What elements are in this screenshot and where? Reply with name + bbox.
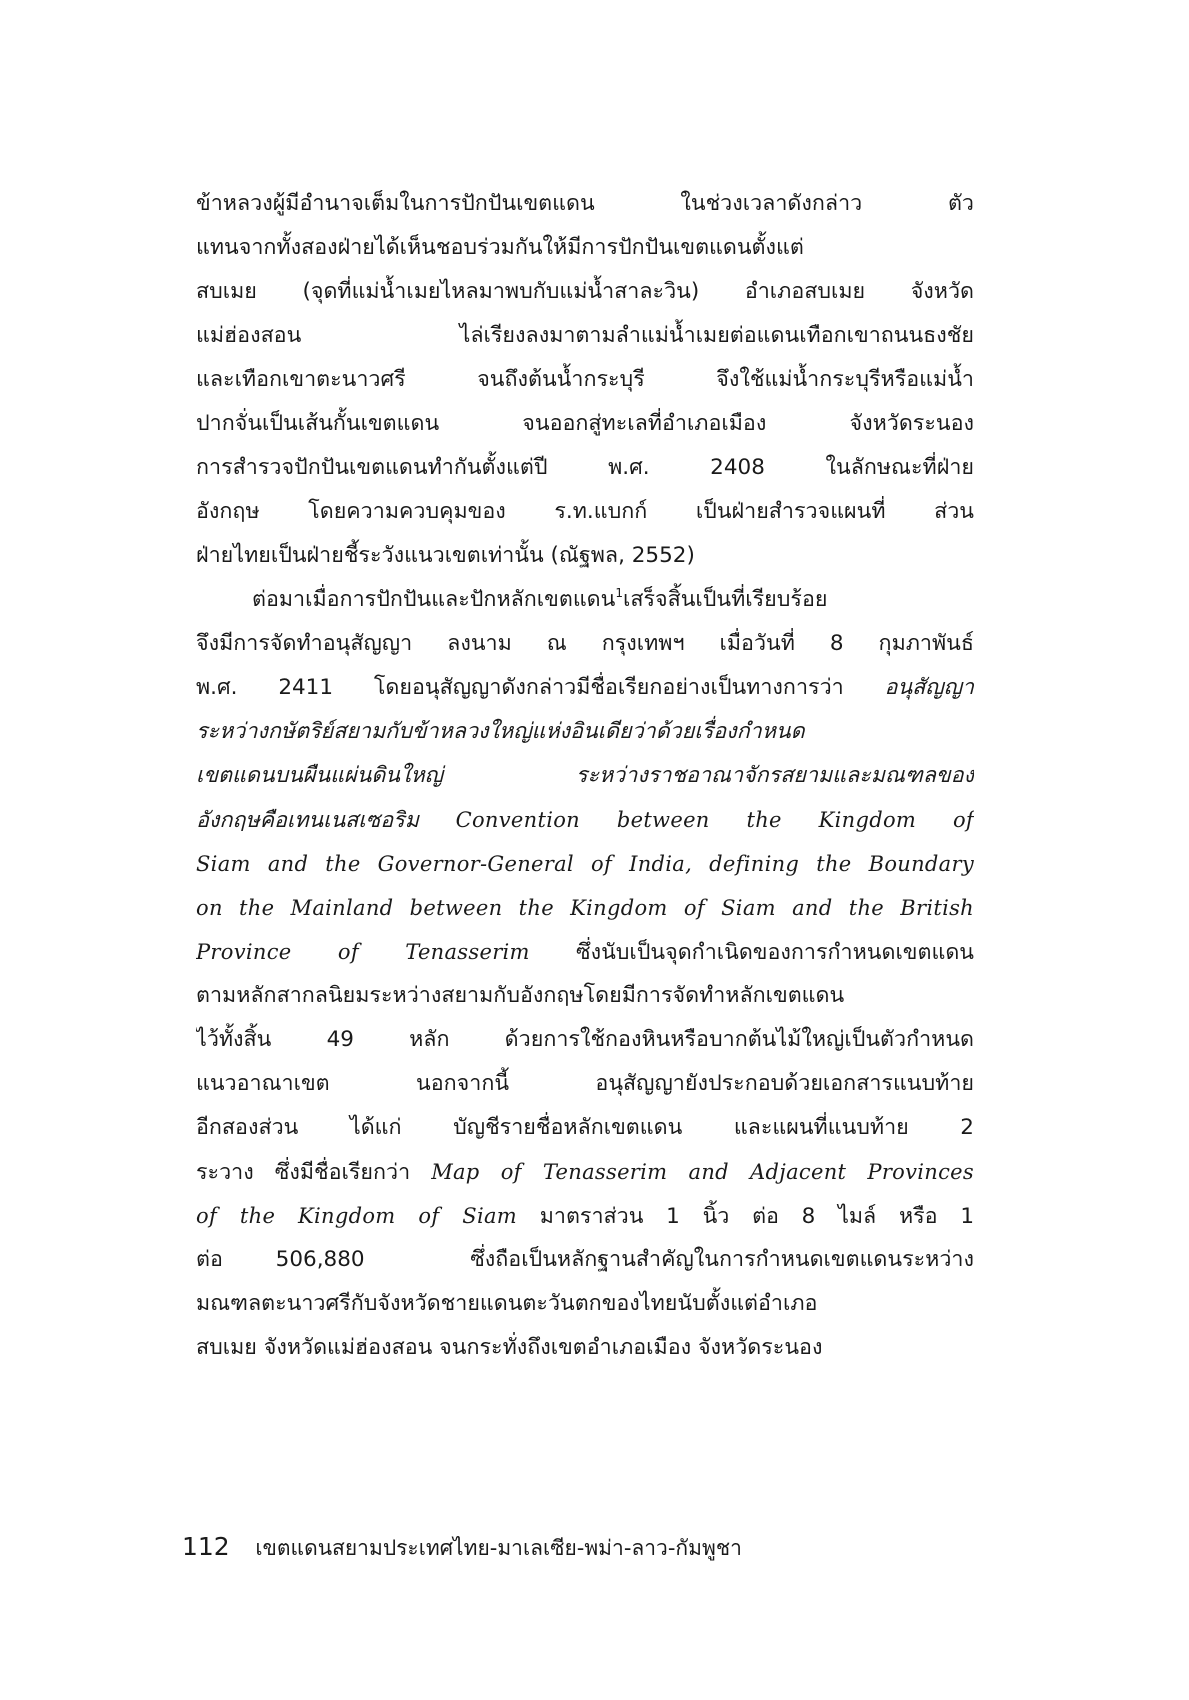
text-line	[196, 578, 974, 622]
text-segment: มณฑลตะนาวศรีกับจังหวัดชายแดนตะวันตกของไทยนับตั้งแต่อำเภอ	[196, 1291, 818, 1316]
text-segment: แทนจากทั้งสองฝ่ายได้เห็นชอบร่วมกันให้มีการปักปันเขตแดนตั้งแต่	[196, 235, 804, 260]
text-line	[196, 1238, 974, 1282]
text-line	[196, 754, 974, 798]
text-segment: ซึ่งนับเป็นจุดกำเนิดของการกำหนดเขตแดน	[529, 940, 974, 965]
running-title: เขตแดนสยามประเทศไทย-มาเลเซีย-พม่า-ลาว-กัมพูชา	[255, 1536, 742, 1560]
text-line	[196, 402, 974, 446]
text-segment: on the Mainland between the Kingdom of Siam and the British	[196, 896, 974, 920]
footnote-marker: 1	[615, 586, 623, 600]
text-line	[196, 1062, 974, 1106]
text-segment: อีกสองส่วน ได้แก่ บัญชีรายชื่อหลักเขตแดน และแผนที่แนบท้าย 2	[196, 1115, 974, 1140]
text-segment: มาตราส่วน 1 นิ้ว ต่อ 8 ไมล์ หรือ 1	[517, 1204, 974, 1229]
text-segment: สบเมย (จุดที่แม่น้ำเมยไหลมาพบกับแม่น้ำสาละวิน) อำเภอสบเมย จังหวัด	[196, 279, 974, 304]
text-line	[196, 842, 974, 886]
text-segment: Siam and the Governor-General of India, defining the Boundary	[196, 852, 974, 876]
text-line	[196, 710, 974, 754]
text-segment: อนุสัญญา	[884, 675, 974, 700]
text-segment: ต่อมาเมื่อการปักปันและปักหลักเขตแดน	[252, 587, 616, 612]
text-line	[196, 226, 974, 270]
text-segment: ไว้ทั้งสิ้น 49 หลัก ด้วยการใช้กองหินหรือบากต้นไม้ใหญ่เป็นตัวกำหนด	[196, 1027, 974, 1052]
text-line	[196, 1194, 974, 1238]
text-segment: สบเมย จังหวัดแม่ฮ่องสอน จนกระทั่งถึงเขตอำเภอเมือง จังหวัดระนอง	[196, 1335, 823, 1360]
text-segment: of the Kingdom of Siam	[196, 1204, 517, 1228]
text-line	[196, 358, 974, 402]
text-line	[196, 182, 974, 226]
text-segment: จึงมีการจัดทำอนุสัญญา ลงนาม ณ กรุงเทพฯ เมื่อวันที่ 8 กุมภาพันธ์	[196, 631, 974, 656]
text-line	[196, 622, 974, 666]
text-line	[196, 930, 974, 974]
body-text	[196, 182, 974, 1370]
text-segment: Province of Tenasserim	[196, 940, 530, 964]
text-line	[196, 314, 974, 358]
text-segment: เสร็จสิ้นเป็นที่เรียบร้อย	[622, 587, 828, 612]
text-line	[196, 1282, 974, 1326]
text-line	[196, 1150, 974, 1194]
text-segment: อังกฤษ โดยความควบคุมของ ร.ท.แบกก์ เป็นฝ่ายสำรวจแผนที่ ส่วน	[196, 499, 974, 524]
text-segment: ปากจั่นเป็นเส้นกั้นเขตแดน จนออกสู่ทะเลที่อำเภอเมือง จังหวัดระนอง	[196, 411, 974, 436]
text-line	[196, 446, 974, 490]
text-segment: Map of Tenasserim and Adjacent Provinces	[431, 1160, 974, 1184]
page-footer	[182, 1527, 742, 1567]
text-segment: ต่อ 506,880 ซึ่งถือเป็นหลักฐานสำคัญในการกำหนดเขตแดนระหว่าง	[196, 1247, 974, 1272]
text-segment: ระหว่างกษัตริย์สยามกับข้าหลวงใหญ่แห่งอินเดียว่าด้วยเรื่องกำหนด	[196, 719, 805, 744]
text-line	[196, 886, 974, 930]
text-line	[196, 666, 974, 710]
text-segment: ข้าหลวงผู้มีอำนาจเต็มในการปักปันเขตแดน ในช่วงเวลาดังกล่าว ตัว	[196, 191, 974, 216]
text-line	[196, 534, 974, 578]
text-segment: แนวอาณาเขต นอกจากนี้ อนุสัญญายังประกอบด้วยเอกสารแนบท้าย	[196, 1071, 974, 1096]
text-line	[196, 270, 974, 314]
text-segment: อังกฤษคือเทนเนสเซอริม	[196, 808, 456, 833]
text-line	[196, 1106, 974, 1150]
text-segment: และเทือกเขาตะนาวศรี จนถึงต้นน้ำกระบุรี จึงใช้แม่น้ำกระบุรีหรือแม่น้ำ	[196, 367, 974, 392]
text-line	[196, 974, 974, 1018]
text-segment: การสำรวจปักปันเขตแดนทำกันตั้งแต่ปี พ.ศ. 2408 ในลักษณะที่ฝ่าย	[196, 455, 974, 480]
text-line	[196, 1326, 974, 1370]
text-segment: Convention between the Kingdom of	[455, 808, 974, 832]
text-segment: เขตแดนบนผืนแผ่นดินใหญ่ ระหว่างราชอาณาจักรสยามและมณฑลของ	[196, 763, 974, 788]
text-line	[196, 1018, 974, 1062]
text-segment: แม่ฮ่องสอน ไล่เรียงลงมาตามลำแม่น้ำเมยต่อแดนเทือกเขาถนนธงชัย	[196, 323, 974, 348]
text-segment: พ.ศ. 2411 โดยอนุสัญญาดังกล่าวมีชื่อเรียกอย่างเป็นทางการว่า	[196, 675, 885, 700]
page-number: 112	[182, 1532, 230, 1561]
text-segment: ฝ่ายไทยเป็นฝ่ายชี้ระวังแนวเขตเท่านั้น (ณัฐพล, 2552)	[196, 543, 695, 568]
text-segment: ระวาง ซึ่งมีชื่อเรียกว่า	[196, 1160, 432, 1185]
text-line	[196, 798, 974, 842]
text-line	[196, 490, 974, 534]
text-segment: ตามหลักสากลนิยมระหว่างสยามกับอังกฤษโดยมีการจัดทำหลักเขตแดน	[196, 983, 845, 1008]
